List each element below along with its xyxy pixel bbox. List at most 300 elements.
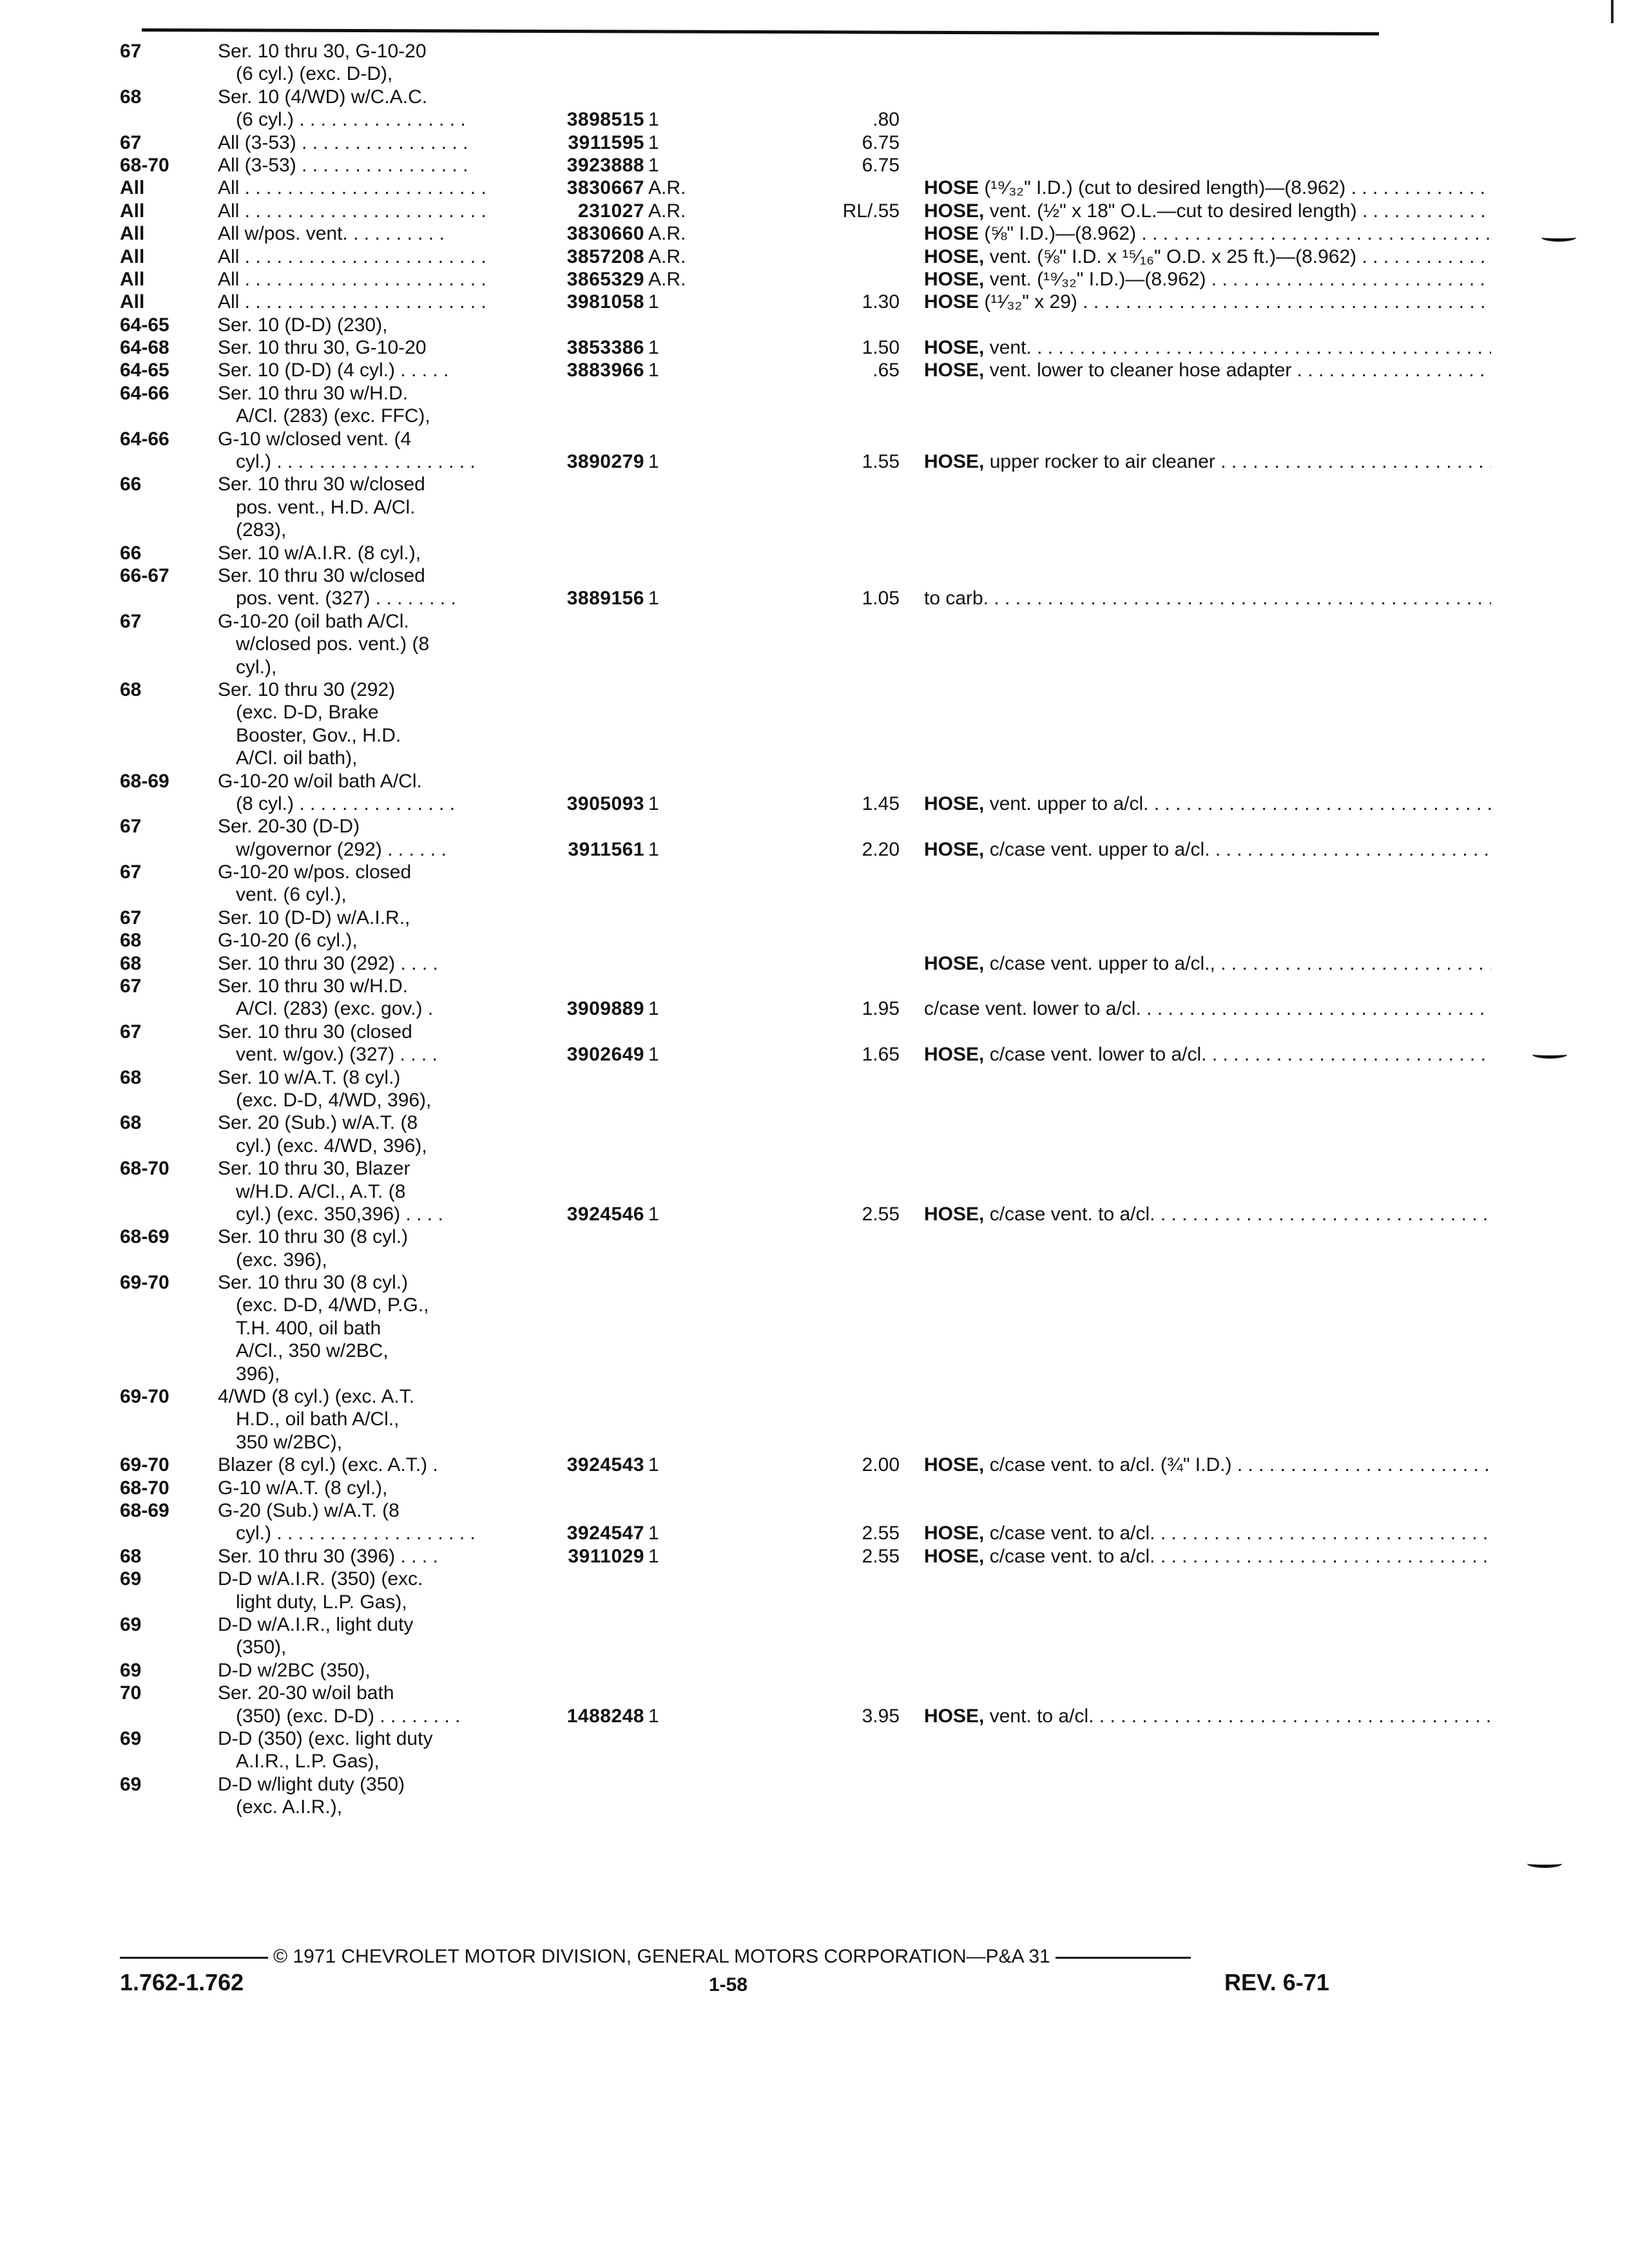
application-description: Ser. 10 thru 30 (292) . . . . <box>218 952 438 974</box>
footer-rule-right <box>1055 1957 1191 1959</box>
model-year: All <box>120 177 145 199</box>
parts-row <box>120 861 1383 883</box>
parts-row <box>120 815 1383 838</box>
parts-row <box>120 154 1383 177</box>
application-description: (exc. A.I.R.), <box>236 1796 343 1818</box>
application-description: Ser. 20-30 (D-D) <box>218 816 360 838</box>
parts-row <box>120 1089 1383 1111</box>
list-price: 2.55 <box>862 1545 900 1567</box>
parts-row <box>120 86 1383 108</box>
parts-row <box>120 1682 1383 1704</box>
model-year: 68-69 <box>120 1500 169 1521</box>
copyright-line <box>120 1946 1357 1968</box>
parts-row <box>120 633 1383 655</box>
list-price: 6.75 <box>862 131 900 153</box>
model-year: 67 <box>120 41 142 62</box>
parts-row <box>120 473 1383 495</box>
part-name-detail: c/case vent. to a/cl. <box>984 1545 1155 1567</box>
part-name <box>924 1545 1491 1568</box>
application-description: (6 cyl.) (exc. D-D), <box>236 63 393 85</box>
quantity: A.R. <box>648 268 686 290</box>
application-description: Ser. 10 thru 30 (8 cyl.) <box>218 1272 409 1294</box>
parts-row <box>120 1591 1383 1613</box>
application-description: (8 cyl.) . . . . . . . . . . . . . . . <box>236 793 456 814</box>
model-year: 66 <box>120 542 142 564</box>
parts-row <box>120 1705 1383 1727</box>
quantity: 1 <box>648 1705 659 1727</box>
model-year: 67 <box>120 975 142 997</box>
list-price: 1.55 <box>862 451 900 473</box>
model-year: 68 <box>120 1112 142 1134</box>
application-description: Blazer (8 cyl.) (exc. A.T.) . <box>218 1454 438 1476</box>
list-price: 2.55 <box>862 1523 900 1544</box>
list-price: 2.00 <box>862 1454 900 1476</box>
part-name-detail: c/case vent. lower to a/cl. <box>924 998 1141 1020</box>
parts-row <box>120 1271 1383 1294</box>
model-year: All <box>120 268 145 290</box>
parts-row <box>120 428 1383 450</box>
application-description: Ser. 10 (D-D) (230), <box>218 314 388 336</box>
parts-row <box>120 678 1383 701</box>
model-year: 69 <box>120 1659 142 1681</box>
application-description: 350 w/2BC), <box>236 1431 343 1453</box>
part-name-detail: vent. (¹⁹⁄₃₂" I.D.)—(8.962) <box>984 268 1206 290</box>
application-description: Ser. 10 (D-D) w/A.I.R., <box>218 907 410 928</box>
copyright-text: © 1971 CHEVROLET MOTOR DIVISION, GENERAL MOTORS CORPORATION—P&A 31 <box>273 1946 1050 1967</box>
list-price: .80 <box>872 109 900 131</box>
application-description: Ser. 10 thru 30 w/closed <box>218 564 425 586</box>
list-price: 1.30 <box>862 291 900 313</box>
part-name-keyword: HOSE, <box>924 451 985 473</box>
application-description: Ser. 10 thru 30 (8 cyl.) <box>218 1226 409 1248</box>
parts-row <box>120 1750 1383 1773</box>
application-description: w/governor (292) . . . . . . <box>236 838 447 860</box>
parts-row <box>120 1727 1383 1750</box>
page-number: 1-58 <box>709 1974 748 1995</box>
part-name-keyword: HOSE, <box>924 838 985 860</box>
parts-row <box>120 883 1383 906</box>
parts-row <box>120 1066 1383 1089</box>
application-description: All . . . . . . . . . . . . . . . . . . . . . . . <box>218 245 487 267</box>
quantity: 1 <box>648 1203 659 1225</box>
part-name-keyword: HOSE, <box>924 337 985 359</box>
parts-row <box>120 1796 1383 1818</box>
parts-row <box>120 1180 1383 1203</box>
application-description: Ser. 10 (D-D) (4 cyl.) . . . . . <box>218 360 449 381</box>
application-description: Ser. 10 thru 30, Blazer <box>218 1158 410 1180</box>
part-name <box>924 793 1491 815</box>
part-name-detail: upper rocker to air cleaner <box>984 451 1215 473</box>
part-name <box>924 1043 1491 1066</box>
parts-row <box>120 701 1383 724</box>
part-name-detail: c/case vent. to a/cl. (¾" I.D.) <box>984 1454 1232 1476</box>
application-description: Ser. 10 thru 30 (closed <box>218 1021 412 1043</box>
parts-row <box>120 1021 1383 1043</box>
application-description: A/Cl. oil bath), <box>236 747 358 769</box>
part-number: 3865329 <box>505 268 644 291</box>
application-description: Ser. 10 (4/WD) w/C.A.C. <box>218 86 428 108</box>
parts-row <box>120 519 1383 541</box>
part-name-detail: c/case vent. upper to a/cl., <box>984 952 1215 974</box>
parts-row <box>120 268 1383 291</box>
model-year: All <box>120 200 145 222</box>
part-number: 3883966 <box>505 359 644 381</box>
quantity: 1 <box>648 337 659 359</box>
quantity: 1 <box>648 1454 659 1476</box>
application-description: All (3-53) . . . . . . . . . . . . . . . . <box>218 131 468 153</box>
parts-row <box>120 1408 1383 1430</box>
part-name-keyword: HOSE, <box>924 1203 985 1225</box>
list-price: 1.45 <box>862 793 900 814</box>
application-description: 396), <box>236 1363 280 1385</box>
parts-row <box>120 1545 1383 1568</box>
application-description: Ser. 20 (Sub.) w/A.T. (8 <box>218 1112 418 1134</box>
application-description: All (3-53) . . . . . . . . . . . . . . . . <box>218 154 468 176</box>
application-description: w/closed pos. vent.) (8 <box>236 633 430 655</box>
application-description: pos. vent., H.D. A/Cl. <box>236 496 416 518</box>
part-name-detail: (⅝" I.D.)—(8.962) <box>979 223 1137 245</box>
parts-row <box>120 1613 1383 1636</box>
quantity: A.R. <box>648 223 686 245</box>
application-description: (350) (exc. D-D) . . . . . . . . <box>236 1705 461 1727</box>
part-name <box>924 200 1491 222</box>
model-year: 68 <box>120 952 142 974</box>
application-description: Ser. 10 w/A.I.R. (8 cyl.), <box>218 542 421 564</box>
application-description: (350), <box>236 1637 287 1658</box>
application-description: G-20 (Sub.) w/A.T. (8 <box>218 1500 400 1521</box>
punch-mark <box>1541 233 1576 242</box>
parts-row <box>120 1135 1383 1157</box>
application-description: (exc. D-D, 4/WD, 396), <box>236 1089 432 1111</box>
application-description: Ser. 10 thru 30 (292) <box>218 678 396 700</box>
application-description: D-D w/2BC (350), <box>218 1659 371 1681</box>
parts-row <box>120 222 1383 245</box>
part-name <box>924 1705 1491 1727</box>
part-number: 3853386 <box>505 336 644 359</box>
parts-row <box>120 1043 1383 1066</box>
application-description: cyl.) (exc. 4/WD, 396), <box>236 1135 427 1157</box>
application-description: Ser. 20-30 w/oil bath <box>218 1682 394 1704</box>
quantity: 1 <box>648 109 659 131</box>
application-description: H.D., oil bath A/Cl., <box>236 1408 400 1430</box>
top-rule <box>142 28 1379 35</box>
model-year: 67 <box>120 131 142 153</box>
part-number: 3909889 <box>505 997 644 1020</box>
part-number: 1488248 <box>505 1705 644 1727</box>
quantity: 1 <box>648 838 659 860</box>
part-number: 3902649 <box>505 1043 644 1066</box>
parts-row <box>120 450 1383 473</box>
application-description: A/Cl. (283) (exc. gov.) . <box>236 998 434 1020</box>
application-description: D-D w/A.I.R. (350) (exc. <box>218 1568 423 1590</box>
parts-row <box>120 1203 1383 1225</box>
part-name <box>924 1454 1491 1476</box>
parts-row <box>120 997 1383 1020</box>
parts-row <box>120 770 1383 793</box>
application-description: G-10 w/closed vent. (4 <box>218 428 412 450</box>
part-name-detail: (¹⁹⁄₃₂" I.D.) (cut to desired length)—(8.962) <box>979 177 1346 199</box>
application-description: All . . . . . . . . . . . . . . . . . . . . . . . <box>218 200 487 222</box>
parts-row <box>120 1294 1383 1316</box>
part-name <box>924 222 1491 245</box>
application-description: All . . . . . . . . . . . . . . . . . . . . . . . <box>218 291 487 313</box>
application-description: G-10 w/A.T. (8 cyl.), <box>218 1477 388 1499</box>
model-year: 68-69 <box>120 770 169 792</box>
model-year: 64-66 <box>120 382 169 404</box>
parts-row <box>120 1385 1383 1408</box>
part-name <box>924 291 1491 313</box>
quantity: 1 <box>648 360 659 381</box>
parts-row <box>120 1568 1383 1590</box>
part-name-detail: to carb. <box>924 588 989 610</box>
quantity: 1 <box>648 998 659 1020</box>
parts-row <box>120 1340 1383 1362</box>
model-year: 66-67 <box>120 564 169 586</box>
parts-row <box>120 929 1383 952</box>
parts-row <box>120 587 1383 610</box>
application-description: cyl.) . . . . . . . . . . . . . . . . . . . <box>236 1523 476 1544</box>
part-name-keyword: HOSE, <box>924 1523 985 1544</box>
parts-row <box>120 656 1383 678</box>
application-description: vent. w/gov.) (327) . . . . <box>236 1044 438 1066</box>
part-name-keyword: HOSE, <box>924 793 985 814</box>
parts-row <box>120 1249 1383 1271</box>
punch-mark <box>1527 1860 1562 1868</box>
part-name-detail: c/case vent. to a/cl. <box>984 1203 1155 1225</box>
parts-row <box>120 838 1383 861</box>
parts-row <box>120 108 1383 131</box>
model-year: 68-70 <box>120 154 169 176</box>
part-number: 231027 <box>505 200 644 222</box>
parts-row <box>120 496 1383 519</box>
model-year: 69 <box>120 1773 142 1795</box>
revision-label: REV. 6-71 <box>1224 1969 1329 1995</box>
part-name <box>924 1522 1491 1544</box>
application-description: cyl.) . . . . . . . . . . . . . . . . . . . <box>236 451 476 473</box>
model-year: 68 <box>120 678 142 700</box>
part-number: 3857208 <box>505 245 644 268</box>
model-year: All <box>120 245 145 267</box>
part-name-detail: vent. to a/cl. <box>984 1705 1094 1727</box>
application-description: G-10-20 w/oil bath A/Cl. <box>218 770 422 792</box>
part-name <box>924 587 1491 610</box>
application-description: vent. (6 cyl.), <box>236 884 347 906</box>
part-name-keyword: HOSE, <box>924 1044 985 1066</box>
model-year: 68-69 <box>120 1226 169 1248</box>
application-description: T.H. 400, oil bath <box>236 1317 381 1339</box>
list-price: 1.05 <box>862 588 900 610</box>
part-name-keyword: HOSE, <box>924 200 985 222</box>
part-number: 3890279 <box>505 450 644 473</box>
part-name <box>924 336 1491 359</box>
part-name-detail: (¹¹⁄₃₂" x 29) <box>979 291 1077 313</box>
model-year: 69 <box>120 1568 142 1590</box>
part-name <box>924 450 1491 473</box>
part-name-detail: c/case vent. to a/cl. <box>984 1523 1155 1544</box>
application-description: D-D (350) (exc. light duty <box>218 1727 433 1749</box>
application-description: w/H.D. A/Cl., A.T. (8 <box>236 1180 406 1202</box>
parts-row <box>120 610 1383 633</box>
parts-row <box>120 952 1383 975</box>
model-year: 68 <box>120 1066 142 1088</box>
part-name-keyword: HOSE, <box>924 268 985 290</box>
application-description: 4/WD (8 cyl.) (exc. A.T. <box>218 1386 415 1408</box>
footer-rule-left <box>120 1957 268 1959</box>
part-name-detail: vent. (⅝" I.D. x ¹⁵⁄₁₆" O.D. x 25 ft.)—(8.962) <box>984 245 1357 267</box>
model-year: 64-65 <box>120 360 169 381</box>
quantity: 1 <box>648 131 659 153</box>
parts-row <box>120 975 1383 997</box>
list-price: 3.95 <box>862 1705 900 1727</box>
model-year: 68-70 <box>120 1158 169 1180</box>
parts-row <box>120 1659 1383 1682</box>
model-year: 69 <box>120 1613 142 1635</box>
part-name <box>924 268 1491 291</box>
parts-row <box>120 1317 1383 1340</box>
list-price: 1.95 <box>862 998 900 1020</box>
application-description: light duty, L.P. Gas), <box>236 1591 407 1613</box>
list-price: 1.50 <box>862 337 900 359</box>
part-name-keyword: HOSE <box>924 177 979 199</box>
part-number: 3924546 <box>505 1203 644 1225</box>
model-year: 67 <box>120 816 142 838</box>
list-price: 6.75 <box>862 154 900 176</box>
model-year: All <box>120 291 145 313</box>
application-description: Ser. 10 thru 30 w/H.D. <box>218 975 409 997</box>
parts-row <box>120 245 1383 268</box>
application-description: Ser. 10 thru 30 w/closed <box>218 474 425 495</box>
parts-row <box>120 62 1383 85</box>
parts-row <box>120 405 1383 427</box>
application-description: D-D w/A.I.R., light duty <box>218 1613 414 1635</box>
application-description: Booster, Gov., H.D. <box>236 724 401 746</box>
parts-listing <box>120 40 1383 1818</box>
application-description: Ser. 10 thru 30 w/H.D. <box>218 382 409 404</box>
parts-row <box>120 1363 1383 1385</box>
application-description: (exc. 396), <box>236 1249 327 1271</box>
part-number: 3830667 <box>505 177 644 199</box>
quantity: 1 <box>648 451 659 473</box>
part-name-detail: c/case vent. upper to a/cl. <box>984 838 1210 860</box>
parts-row <box>120 359 1383 381</box>
parts-row <box>120 1773 1383 1796</box>
model-year: 68 <box>120 930 142 952</box>
part-name-keyword: HOSE <box>924 291 979 313</box>
parts-row <box>120 564 1383 587</box>
parts-row <box>120 724 1383 747</box>
part-number: 3924543 <box>505 1454 644 1476</box>
part-name-detail: vent. upper to a/cl. <box>984 793 1149 814</box>
part-number: 3905093 <box>505 793 644 815</box>
model-year: 69-70 <box>120 1272 169 1294</box>
part-number: 3889156 <box>505 587 644 610</box>
quantity: 1 <box>648 1545 659 1567</box>
application-description: Ser. 10 thru 30, G-10-20 <box>218 337 427 359</box>
list-price: 2.20 <box>862 838 900 860</box>
group-reference: 1.762-1.762 <box>120 1969 244 1995</box>
application-description: G-10-20 (oil bath A/Cl. <box>218 610 409 632</box>
model-year: 67 <box>120 610 142 632</box>
application-description: Ser. 10 w/A.T. (8 cyl.) <box>218 1066 401 1088</box>
punch-mark <box>1532 1050 1567 1059</box>
quantity: A.R. <box>648 177 686 199</box>
application-description: A/Cl. (283) (exc. FFC), <box>236 405 430 427</box>
part-number: 3923888 <box>505 154 644 177</box>
part-number: 3911561 <box>505 838 644 861</box>
quantity: 1 <box>648 1523 659 1544</box>
application-description: cyl.), <box>236 656 277 678</box>
parts-row <box>120 177 1383 199</box>
quantity: 1 <box>648 1044 659 1066</box>
parts-row <box>120 1225 1383 1248</box>
quantity: 1 <box>648 291 659 313</box>
parts-row <box>120 1157 1383 1180</box>
parts-row <box>120 200 1383 222</box>
application-description: (exc. D-D, 4/WD, P.G., <box>236 1294 429 1316</box>
parts-row <box>120 131 1383 154</box>
part-name-keyword: HOSE, <box>924 1705 985 1727</box>
quantity: A.R. <box>648 245 686 267</box>
list-price: RL/.55 <box>842 200 900 222</box>
part-name-keyword: HOSE, <box>924 952 985 974</box>
model-year: 70 <box>120 1682 142 1704</box>
application-description: (6 cyl.) . . . . . . . . . . . . . . . . <box>236 109 466 131</box>
application-description: pos. vent. (327) . . . . . . . . <box>236 588 456 610</box>
model-year: 66 <box>120 474 142 495</box>
application-description: cyl.) (exc. 350,396) . . . . <box>236 1203 443 1225</box>
part-name-keyword: HOSE, <box>924 1545 985 1567</box>
application-description: Ser. 10 thru 30 (396) . . . . <box>218 1545 438 1567</box>
parts-row <box>120 1454 1383 1476</box>
model-year: 69 <box>120 1727 142 1749</box>
part-name-keyword: HOSE <box>924 223 979 245</box>
model-year: All <box>120 223 145 245</box>
quantity: 1 <box>648 588 659 610</box>
part-name <box>924 997 1491 1020</box>
part-name <box>924 1203 1491 1225</box>
list-price: 1.65 <box>862 1044 900 1066</box>
application-description: A/Cl., 350 w/2BC, <box>236 1340 389 1362</box>
page-edge-mark <box>1611 0 1614 23</box>
application-description: All w/pos. vent. . . . . . . . . . <box>218 223 445 245</box>
parts-row <box>120 1636 1383 1658</box>
application-description: G-10-20 w/pos. closed <box>218 861 412 883</box>
parts-row <box>120 747 1383 769</box>
part-name-keyword: HOSE, <box>924 360 985 381</box>
part-number: 3898515 <box>505 108 644 131</box>
quantity: A.R. <box>648 200 686 222</box>
parts-row <box>120 291 1383 313</box>
list-price: .65 <box>872 360 900 381</box>
model-year: 64-66 <box>120 428 169 450</box>
part-number: 3981058 <box>505 291 644 313</box>
part-number: 3924547 <box>505 1522 644 1544</box>
list-price: 2.55 <box>862 1203 900 1225</box>
model-year: 67 <box>120 861 142 883</box>
model-year: 67 <box>120 907 142 928</box>
model-year: 68 <box>120 86 142 108</box>
application-description: (283), <box>236 519 287 541</box>
parts-row <box>120 542 1383 564</box>
part-number: 3911029 <box>505 1545 644 1568</box>
quantity: 1 <box>648 793 659 814</box>
part-name-detail: vent. lower to cleaner hose adapter <box>984 360 1292 381</box>
part-name-keyword: HOSE, <box>924 245 985 267</box>
part-name-detail: vent. (½" x 18" O.L.—cut to desired length) <box>984 200 1357 222</box>
parts-row <box>120 336 1383 359</box>
part-name-detail: vent. <box>984 337 1032 359</box>
application-description: (exc. D-D, Brake <box>236 702 379 724</box>
